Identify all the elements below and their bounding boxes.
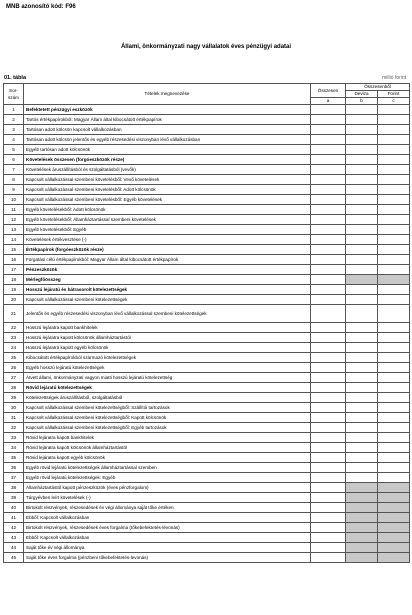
foreign-cell[interactable] xyxy=(346,353,378,363)
row-number: 33 xyxy=(4,433,24,443)
total-cell[interactable] xyxy=(311,353,346,363)
row-number: 15 xyxy=(4,245,24,255)
row-description: Átvett állami, önkormányzati vagyon miatti hosszú lejáratú kötelezettség xyxy=(24,373,311,383)
table-row xyxy=(4,353,410,363)
row-description: Egyéb rövid lejáratú kötelezettségek: Egyéb xyxy=(24,473,311,483)
huf-cell[interactable] xyxy=(378,305,410,323)
table-row xyxy=(4,285,410,295)
foreign-cell[interactable] xyxy=(346,383,378,393)
total-cell[interactable] xyxy=(311,255,346,265)
row-description: Államháztartástól kapott pénzeszközök (éves pénzforgalom) xyxy=(24,483,311,493)
foreign-cell[interactable] xyxy=(346,135,378,145)
huf-cell[interactable] xyxy=(378,295,410,305)
row-number: 40 xyxy=(4,503,24,513)
table-row xyxy=(4,305,410,323)
table-row xyxy=(4,155,410,165)
col-header-total: Összesen xyxy=(311,84,346,98)
huf-cell[interactable] xyxy=(378,105,410,115)
row-number: 45 xyxy=(4,553,24,563)
foreign-cell[interactable] xyxy=(346,165,378,175)
table-row xyxy=(4,493,410,503)
row-description: Egyéb követelésekből: Adott kölcsönök xyxy=(24,205,311,215)
foreign-cell[interactable] xyxy=(346,295,378,305)
total-cell[interactable] xyxy=(311,205,346,215)
row-number: 22 xyxy=(4,323,24,333)
row-number: 26 xyxy=(4,363,24,373)
table-row xyxy=(4,543,410,553)
total-cell[interactable] xyxy=(311,105,346,115)
row-number: 8 xyxy=(4,175,24,185)
huf-cell[interactable] xyxy=(378,215,410,225)
total-cell[interactable] xyxy=(311,443,346,453)
row-number: 18 xyxy=(4,275,24,285)
row-number: 44 xyxy=(4,543,24,553)
row-description: Pénzeszközök xyxy=(24,265,311,275)
total-cell[interactable] xyxy=(311,195,346,205)
total-cell[interactable] xyxy=(311,473,346,483)
foreign-cell[interactable] xyxy=(346,363,378,373)
row-description: Saját tőke év végi állománya xyxy=(24,543,311,553)
foreign-cell[interactable] xyxy=(346,533,378,543)
foreign-cell[interactable] xyxy=(346,185,378,195)
col-header-desc: Tételek megnevezése xyxy=(24,84,311,105)
table-row xyxy=(4,363,410,373)
huf-cell[interactable] xyxy=(378,245,410,255)
row-number: 7 xyxy=(4,165,24,175)
row-description: Birtokolt részvények, részesedések év végi állománya saját tőke értéken xyxy=(24,503,311,513)
foreign-cell[interactable] xyxy=(346,323,378,333)
foreign-cell[interactable] xyxy=(346,443,378,453)
foreign-cell[interactable] xyxy=(346,155,378,165)
huf-cell[interactable] xyxy=(378,125,410,135)
table-row xyxy=(4,473,410,483)
row-number: 14 xyxy=(4,235,24,245)
table-row xyxy=(4,125,410,135)
table-row xyxy=(4,265,410,275)
table-row xyxy=(4,145,410,155)
foreign-cell[interactable] xyxy=(346,145,378,155)
row-number: 41 xyxy=(4,513,24,523)
total-cell[interactable] xyxy=(311,155,346,165)
row-description: Mérlegfőösszeg xyxy=(24,275,311,285)
table-row xyxy=(4,215,410,225)
row-description: Hosszú lejáratra kapott kölcsönök államháztartástól xyxy=(24,333,311,343)
row-description: Kapcsolt vállalkozással szembeni követelésből: Adott kölcsönök xyxy=(24,185,311,195)
total-cell[interactable] xyxy=(311,265,346,275)
row-number: 11 xyxy=(4,205,24,215)
total-cell[interactable] xyxy=(311,165,346,175)
row-description: Kapcsolt vállalkozással szembeni követelésből: Egyéb követelések xyxy=(24,195,311,205)
row-number: 30 xyxy=(4,403,24,413)
foreign-cell[interactable] xyxy=(346,513,378,523)
foreign-cell[interactable] xyxy=(346,225,378,235)
row-description: Hosszú lejáratra kapott egyéb kölcsönök xyxy=(24,343,311,353)
foreign-cell[interactable] xyxy=(346,255,378,265)
total-cell[interactable] xyxy=(311,463,346,473)
row-description: Kapcsolt vállalkozással szembeni követelésből: Vevő követelések xyxy=(24,175,311,185)
total-cell[interactable] xyxy=(311,333,346,343)
foreign-cell[interactable] xyxy=(346,463,378,473)
total-cell[interactable] xyxy=(311,295,346,305)
row-number: 36 xyxy=(4,463,24,473)
foreign-cell[interactable] xyxy=(346,195,378,205)
huf-cell[interactable] xyxy=(378,433,410,443)
row-description: Kibocsátott értékpapírokból származó kötelezettségek xyxy=(24,353,311,363)
foreign-cell[interactable] xyxy=(346,393,378,403)
huf-cell[interactable] xyxy=(378,373,410,383)
table-row xyxy=(4,225,410,235)
table-row xyxy=(4,413,410,423)
table-row xyxy=(4,295,410,305)
row-number: 28 xyxy=(4,383,24,393)
huf-cell[interactable] xyxy=(378,185,410,195)
row-number: 27 xyxy=(4,373,24,383)
huf-cell[interactable] xyxy=(378,165,410,175)
total-cell[interactable] xyxy=(311,115,346,125)
table-row xyxy=(4,443,410,453)
table-row xyxy=(4,433,410,443)
row-description: Birtokolt részvények, részesedések éves forgalma (tőkebefektetés-lévonás) xyxy=(24,523,311,533)
foreign-cell[interactable] xyxy=(346,553,378,563)
huf-cell[interactable] xyxy=(378,145,410,155)
huf-cell[interactable] xyxy=(378,363,410,373)
row-description: Rövid lejáratra kapott kölcsönök államháztartástól xyxy=(24,443,311,453)
foreign-cell[interactable] xyxy=(346,403,378,413)
table-row xyxy=(4,373,410,383)
total-cell[interactable] xyxy=(311,343,346,353)
row-number: 19 xyxy=(4,285,24,295)
huf-cell[interactable] xyxy=(378,423,410,433)
huf-cell[interactable] xyxy=(378,323,410,333)
foreign-cell[interactable] xyxy=(346,205,378,215)
total-cell[interactable] xyxy=(311,543,346,553)
row-description: Hosszú lejáratra kapott bankhitelek xyxy=(24,323,311,333)
total-cell[interactable] xyxy=(311,483,346,493)
total-cell[interactable] xyxy=(311,125,346,135)
foreign-cell[interactable] xyxy=(346,373,378,383)
table-row xyxy=(4,195,410,205)
table-row xyxy=(4,523,410,533)
row-number: 20 xyxy=(4,295,24,305)
row-description: Rövid lejáratra kapott egyéb kölcsönök xyxy=(24,453,311,463)
row-description: Kapcsolt vállalkozással szembeni kötelezettségből: Egyéb tartozások xyxy=(24,423,311,433)
col-header-huf: Forint xyxy=(378,91,410,98)
foreign-cell[interactable] xyxy=(346,503,378,513)
total-cell[interactable] xyxy=(311,383,346,393)
row-description: Rövid lejáratra kapott bankhitelek xyxy=(24,433,311,443)
row-number: 13 xyxy=(4,225,24,235)
huf-cell[interactable] xyxy=(378,225,410,235)
huf-cell[interactable] xyxy=(378,523,410,533)
row-description: Hosszú lejáratú és hátrasorolt kötelezettségek xyxy=(24,285,311,295)
huf-cell[interactable] xyxy=(378,463,410,473)
huf-cell[interactable] xyxy=(378,403,410,413)
total-cell[interactable] xyxy=(311,175,346,185)
table-row xyxy=(4,135,410,145)
row-number: 42 xyxy=(4,523,24,533)
table-row xyxy=(4,165,410,175)
total-cell[interactable] xyxy=(311,363,346,373)
table-row xyxy=(4,185,410,195)
foreign-cell[interactable] xyxy=(346,245,378,255)
row-description: Kapcsolt vállalkozással szembeni kötelezettségből: Kapott kölcsönök xyxy=(24,413,311,423)
table-row xyxy=(4,323,410,333)
total-cell[interactable] xyxy=(311,305,346,323)
table-row xyxy=(4,483,410,493)
row-description: Követelések áruszállításból és szolgáltatásból (vevők) xyxy=(24,165,311,175)
huf-cell[interactable] xyxy=(378,473,410,483)
col-header-seq: Sor-szám xyxy=(4,84,24,105)
foreign-cell[interactable] xyxy=(346,125,378,135)
foreign-cell[interactable] xyxy=(346,543,378,553)
huf-cell[interactable] xyxy=(378,115,410,125)
foreign-cell[interactable] xyxy=(346,215,378,225)
row-description: Egyéb hosszú lejáratú kötelezettségek xyxy=(24,363,311,373)
huf-cell[interactable] xyxy=(378,503,410,513)
foreign-cell[interactable] xyxy=(346,175,378,185)
huf-cell[interactable] xyxy=(378,443,410,453)
huf-cell[interactable] xyxy=(378,493,410,503)
table-row xyxy=(4,235,410,245)
table-number: 01. tábla xyxy=(4,75,27,81)
row-number: 6 xyxy=(4,155,24,165)
total-cell[interactable] xyxy=(311,275,346,285)
table-row xyxy=(4,463,410,473)
total-cell[interactable] xyxy=(311,553,346,563)
table-row xyxy=(4,333,410,343)
huf-cell[interactable] xyxy=(378,255,410,265)
table-row xyxy=(4,453,410,463)
table-row xyxy=(4,393,410,403)
row-number: 39 xyxy=(4,493,24,503)
row-description: Tartósan adott kölcsön kapcsolt vállalkozásban xyxy=(24,125,311,135)
total-cell[interactable] xyxy=(311,533,346,543)
foreign-cell[interactable] xyxy=(346,275,378,285)
foreign-cell[interactable] xyxy=(346,305,378,323)
huf-cell[interactable] xyxy=(378,275,410,285)
row-description: Egyéb követelésekből: Államháztartással szembeni követelések xyxy=(24,215,311,225)
huf-cell[interactable] xyxy=(378,383,410,393)
row-number: 4 xyxy=(4,135,24,145)
total-cell[interactable] xyxy=(311,145,346,155)
row-description: Kapcsolt vállalkozással szembeni kötelezettségből: Szállítói tartozások xyxy=(24,403,311,413)
table-row xyxy=(4,115,410,125)
total-cell[interactable] xyxy=(311,513,346,523)
row-description: Forgatási célú értékpapírokból: Magyar Állam által kibocsátott értékpapírok xyxy=(24,255,311,265)
row-description: Kötelezettségek áruszállításból, szolgáltatásból xyxy=(24,393,311,403)
huf-cell[interactable] xyxy=(378,135,410,145)
foreign-cell[interactable] xyxy=(346,473,378,483)
row-number: 34 xyxy=(4,443,24,453)
row-description: Ebből: Kapcsolt vállalkozásban xyxy=(24,513,311,523)
row-description: Kapcsolt vállalkozással szembeni kötelezettségek xyxy=(24,295,311,305)
foreign-cell[interactable] xyxy=(346,333,378,343)
row-number: 3 xyxy=(4,125,24,135)
table-row xyxy=(4,383,410,393)
foreign-cell[interactable] xyxy=(346,413,378,423)
total-cell[interactable] xyxy=(311,245,346,255)
row-number: 5 xyxy=(4,145,24,155)
row-number: 23 xyxy=(4,333,24,343)
huf-cell[interactable] xyxy=(378,265,410,275)
table-row xyxy=(4,105,410,115)
row-number: 25 xyxy=(4,353,24,363)
row-number: 9 xyxy=(4,185,24,195)
total-cell[interactable] xyxy=(311,503,346,513)
total-cell[interactable] xyxy=(311,185,346,195)
row-number: 17 xyxy=(4,265,24,275)
row-number: 2 xyxy=(4,115,24,125)
huf-cell[interactable] xyxy=(378,333,410,343)
total-cell[interactable] xyxy=(311,235,346,245)
huf-cell[interactable] xyxy=(378,195,410,205)
total-cell[interactable] xyxy=(311,135,346,145)
row-description: Egyéb rövid lejáratú kötelezettségek államháztartással szemben xyxy=(24,463,311,473)
foreign-cell[interactable] xyxy=(346,453,378,463)
col-header-foreign: Deviza xyxy=(346,91,378,98)
table-row xyxy=(4,513,410,523)
row-number: 12 xyxy=(4,215,24,225)
huf-cell[interactable] xyxy=(378,453,410,463)
huf-cell[interactable] xyxy=(378,553,410,563)
foreign-cell[interactable] xyxy=(346,493,378,503)
table-row xyxy=(4,553,410,563)
table-row xyxy=(4,423,410,433)
table-row xyxy=(4,175,410,185)
huf-cell[interactable] xyxy=(378,235,410,245)
row-description: Ebből: Kapcsolt vállalkozásban xyxy=(24,533,311,543)
foreign-cell[interactable] xyxy=(346,235,378,245)
row-number: 24 xyxy=(4,343,24,353)
table-row xyxy=(4,503,410,513)
row-description: Tárgyévben leírt követelések (-) xyxy=(24,493,311,503)
row-description: Tartósan adott kölcsön jelentős és egyéb részesedési viszonyban lévő vállalkozásban xyxy=(24,135,311,145)
foreign-cell[interactable] xyxy=(346,105,378,115)
row-number: 43 xyxy=(4,533,24,543)
foreign-cell[interactable] xyxy=(346,433,378,443)
row-description: Követelések értékvesztése (-) xyxy=(24,235,311,245)
total-cell[interactable] xyxy=(311,215,346,225)
col-header-a: a xyxy=(311,98,346,105)
huf-cell[interactable] xyxy=(378,483,410,493)
total-cell[interactable] xyxy=(311,493,346,503)
row-number: 21 xyxy=(4,305,24,323)
foreign-cell[interactable] xyxy=(346,423,378,433)
foreign-cell[interactable] xyxy=(346,523,378,533)
row-description: Rövid lejáratú kötelezettségek xyxy=(24,383,311,393)
row-number: 31 xyxy=(4,413,24,423)
total-cell[interactable] xyxy=(311,423,346,433)
total-cell[interactable] xyxy=(311,403,346,413)
huf-cell[interactable] xyxy=(378,353,410,363)
total-cell[interactable] xyxy=(311,453,346,463)
huf-cell[interactable] xyxy=(378,205,410,215)
row-number: 16 xyxy=(4,255,24,265)
foreign-cell[interactable] xyxy=(346,343,378,353)
col-header-b: b xyxy=(346,98,378,105)
row-number: 38 xyxy=(4,483,24,493)
table-row xyxy=(4,403,410,413)
table-row xyxy=(4,255,410,265)
foreign-cell[interactable] xyxy=(346,285,378,295)
huf-cell[interactable] xyxy=(378,513,410,523)
total-cell[interactable] xyxy=(311,433,346,443)
row-number: 10 xyxy=(4,195,24,205)
table-row xyxy=(4,205,410,215)
row-description: Követelések összesen (forgóeszközök része) xyxy=(24,155,311,165)
total-cell[interactable] xyxy=(311,225,346,235)
foreign-cell[interactable] xyxy=(346,483,378,493)
huf-cell[interactable] xyxy=(378,175,410,185)
row-number: 1 xyxy=(4,105,24,115)
total-cell[interactable] xyxy=(311,413,346,423)
table-row xyxy=(4,245,410,255)
huf-cell[interactable] xyxy=(378,543,410,553)
foreign-cell[interactable] xyxy=(346,115,378,125)
total-cell[interactable] xyxy=(311,523,346,533)
huf-cell[interactable] xyxy=(378,343,410,353)
foreign-cell[interactable] xyxy=(346,265,378,275)
huf-cell[interactable] xyxy=(378,393,410,403)
unit-label: millió forint xyxy=(382,75,406,81)
huf-cell[interactable] xyxy=(378,413,410,423)
row-number: 35 xyxy=(4,453,24,463)
row-description: Tartós értékpapírokból: Magyar Állam által kibocsátott értékpapírok xyxy=(24,115,311,125)
row-description: Egyéb tartósan adott kölcsönök xyxy=(24,145,311,155)
row-number: 37 xyxy=(4,473,24,483)
huf-cell[interactable] xyxy=(378,285,410,295)
total-cell[interactable] xyxy=(311,323,346,333)
row-description: Egyéb követelésekből: Egyéb xyxy=(24,225,311,235)
row-description: Befektetett pénzügyi eszközök xyxy=(24,105,311,115)
row-description: Saját tőke éves forgalma (pénzbeni tőkebefektetés-levonás) xyxy=(24,553,311,563)
table-row xyxy=(4,343,410,353)
col-header-c: c xyxy=(378,98,410,105)
total-cell[interactable] xyxy=(311,373,346,383)
row-description: Jelentős és egyéb részesedési viszonyban lévő vállalkozással szembeni kötelezettségek xyxy=(24,305,311,323)
table-row xyxy=(4,275,410,285)
report-table xyxy=(3,83,410,563)
table-row xyxy=(4,533,410,543)
huf-cell[interactable] xyxy=(378,533,410,543)
huf-cell[interactable] xyxy=(378,155,410,165)
mnb-code: MNB azonosító kód: F96 xyxy=(6,4,76,10)
page-title: Állami, önkormányzati nagy vállalatok éves pénzügyi adatai xyxy=(120,44,292,50)
row-number: 29 xyxy=(4,393,24,403)
row-description: Értékpapírok (forgóeszközök része) xyxy=(24,245,311,255)
total-cell[interactable] xyxy=(311,285,346,295)
total-cell[interactable] xyxy=(311,393,346,403)
row-number: 32 xyxy=(4,423,24,433)
col-header-of-which: Összesenből xyxy=(346,84,410,91)
